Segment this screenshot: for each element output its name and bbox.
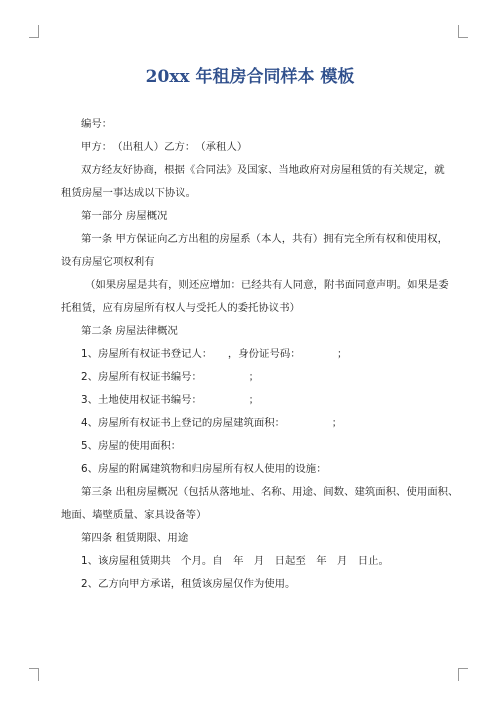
heading-part-one: 第一部分 房屋概况	[81, 210, 168, 222]
crop-mark-top-right	[458, 25, 468, 38]
line-parties: 甲方： （出租人）乙方： （承租人）	[81, 141, 248, 153]
line-article-1b: 设有房屋它项权利有	[61, 256, 155, 268]
line-item-2: 2、房屋所有权证书编号： ；	[81, 371, 260, 383]
line-article-3a: 第三条 出租房屋概况（包括从落地址、名称、用途、间数、建筑面积、使用面积、	[81, 486, 459, 498]
crop-mark-top-left	[29, 25, 39, 38]
line-note-2: 托租赁，应有房屋所有权人与受托人的委托协议书）	[61, 302, 300, 314]
line-item-5: 5、房屋的使用面积：	[81, 440, 182, 452]
line-item-4: 4、房屋所有权证书上登记的房屋建筑面积： ；	[81, 417, 343, 429]
line-term-1: 1、该房屋租赁期共 个月。自 年 月 日起至 年 月 日止。	[81, 555, 389, 567]
heading-article-4: 第四条 租赁期限、用途	[81, 532, 189, 544]
line-note-1: （如果房屋是共有，则还应增加：已经共有人同意，附书面同意声明。如果是委	[85, 279, 449, 291]
line-contract-number: 编号：	[81, 118, 113, 130]
crop-mark-bottom-left	[29, 668, 39, 681]
document-body	[61, 113, 459, 596]
line-item-3: 3、土地使用权证书编号： ；	[81, 394, 260, 406]
heading-article-2: 第二条 房屋法律概况	[81, 325, 178, 337]
line-item-1: 1、房屋所有权证书登记人： ，身份证号码： ；	[81, 348, 348, 360]
line-article-1a: 第一条 甲方保证向乙方出租的房屋系（本人，共有）拥有完全所有权和使用权，	[81, 233, 448, 245]
line-article-3b: 地面、墙壁质量、家具设备等）	[61, 509, 207, 521]
line-item-6: 6、房屋的附属建筑物和归房屋所有权人使用的设施：	[81, 463, 327, 475]
title-year: 20xx	[145, 67, 190, 87]
line-intro-2: 租赁房屋一事达成以下协议。	[61, 187, 197, 199]
line-term-2: 2、乙方向甲方承诺，租赁该房屋仅作为使用。	[81, 578, 296, 590]
document-title	[0, 62, 500, 87]
title-text: 年租房合同样本 模板	[189, 67, 355, 87]
crop-mark-bottom-right	[458, 668, 468, 681]
line-intro-1: 双方经友好协商，根据《合同法》及国家、当地政府对房屋租赁的有关规定，就	[81, 164, 445, 176]
